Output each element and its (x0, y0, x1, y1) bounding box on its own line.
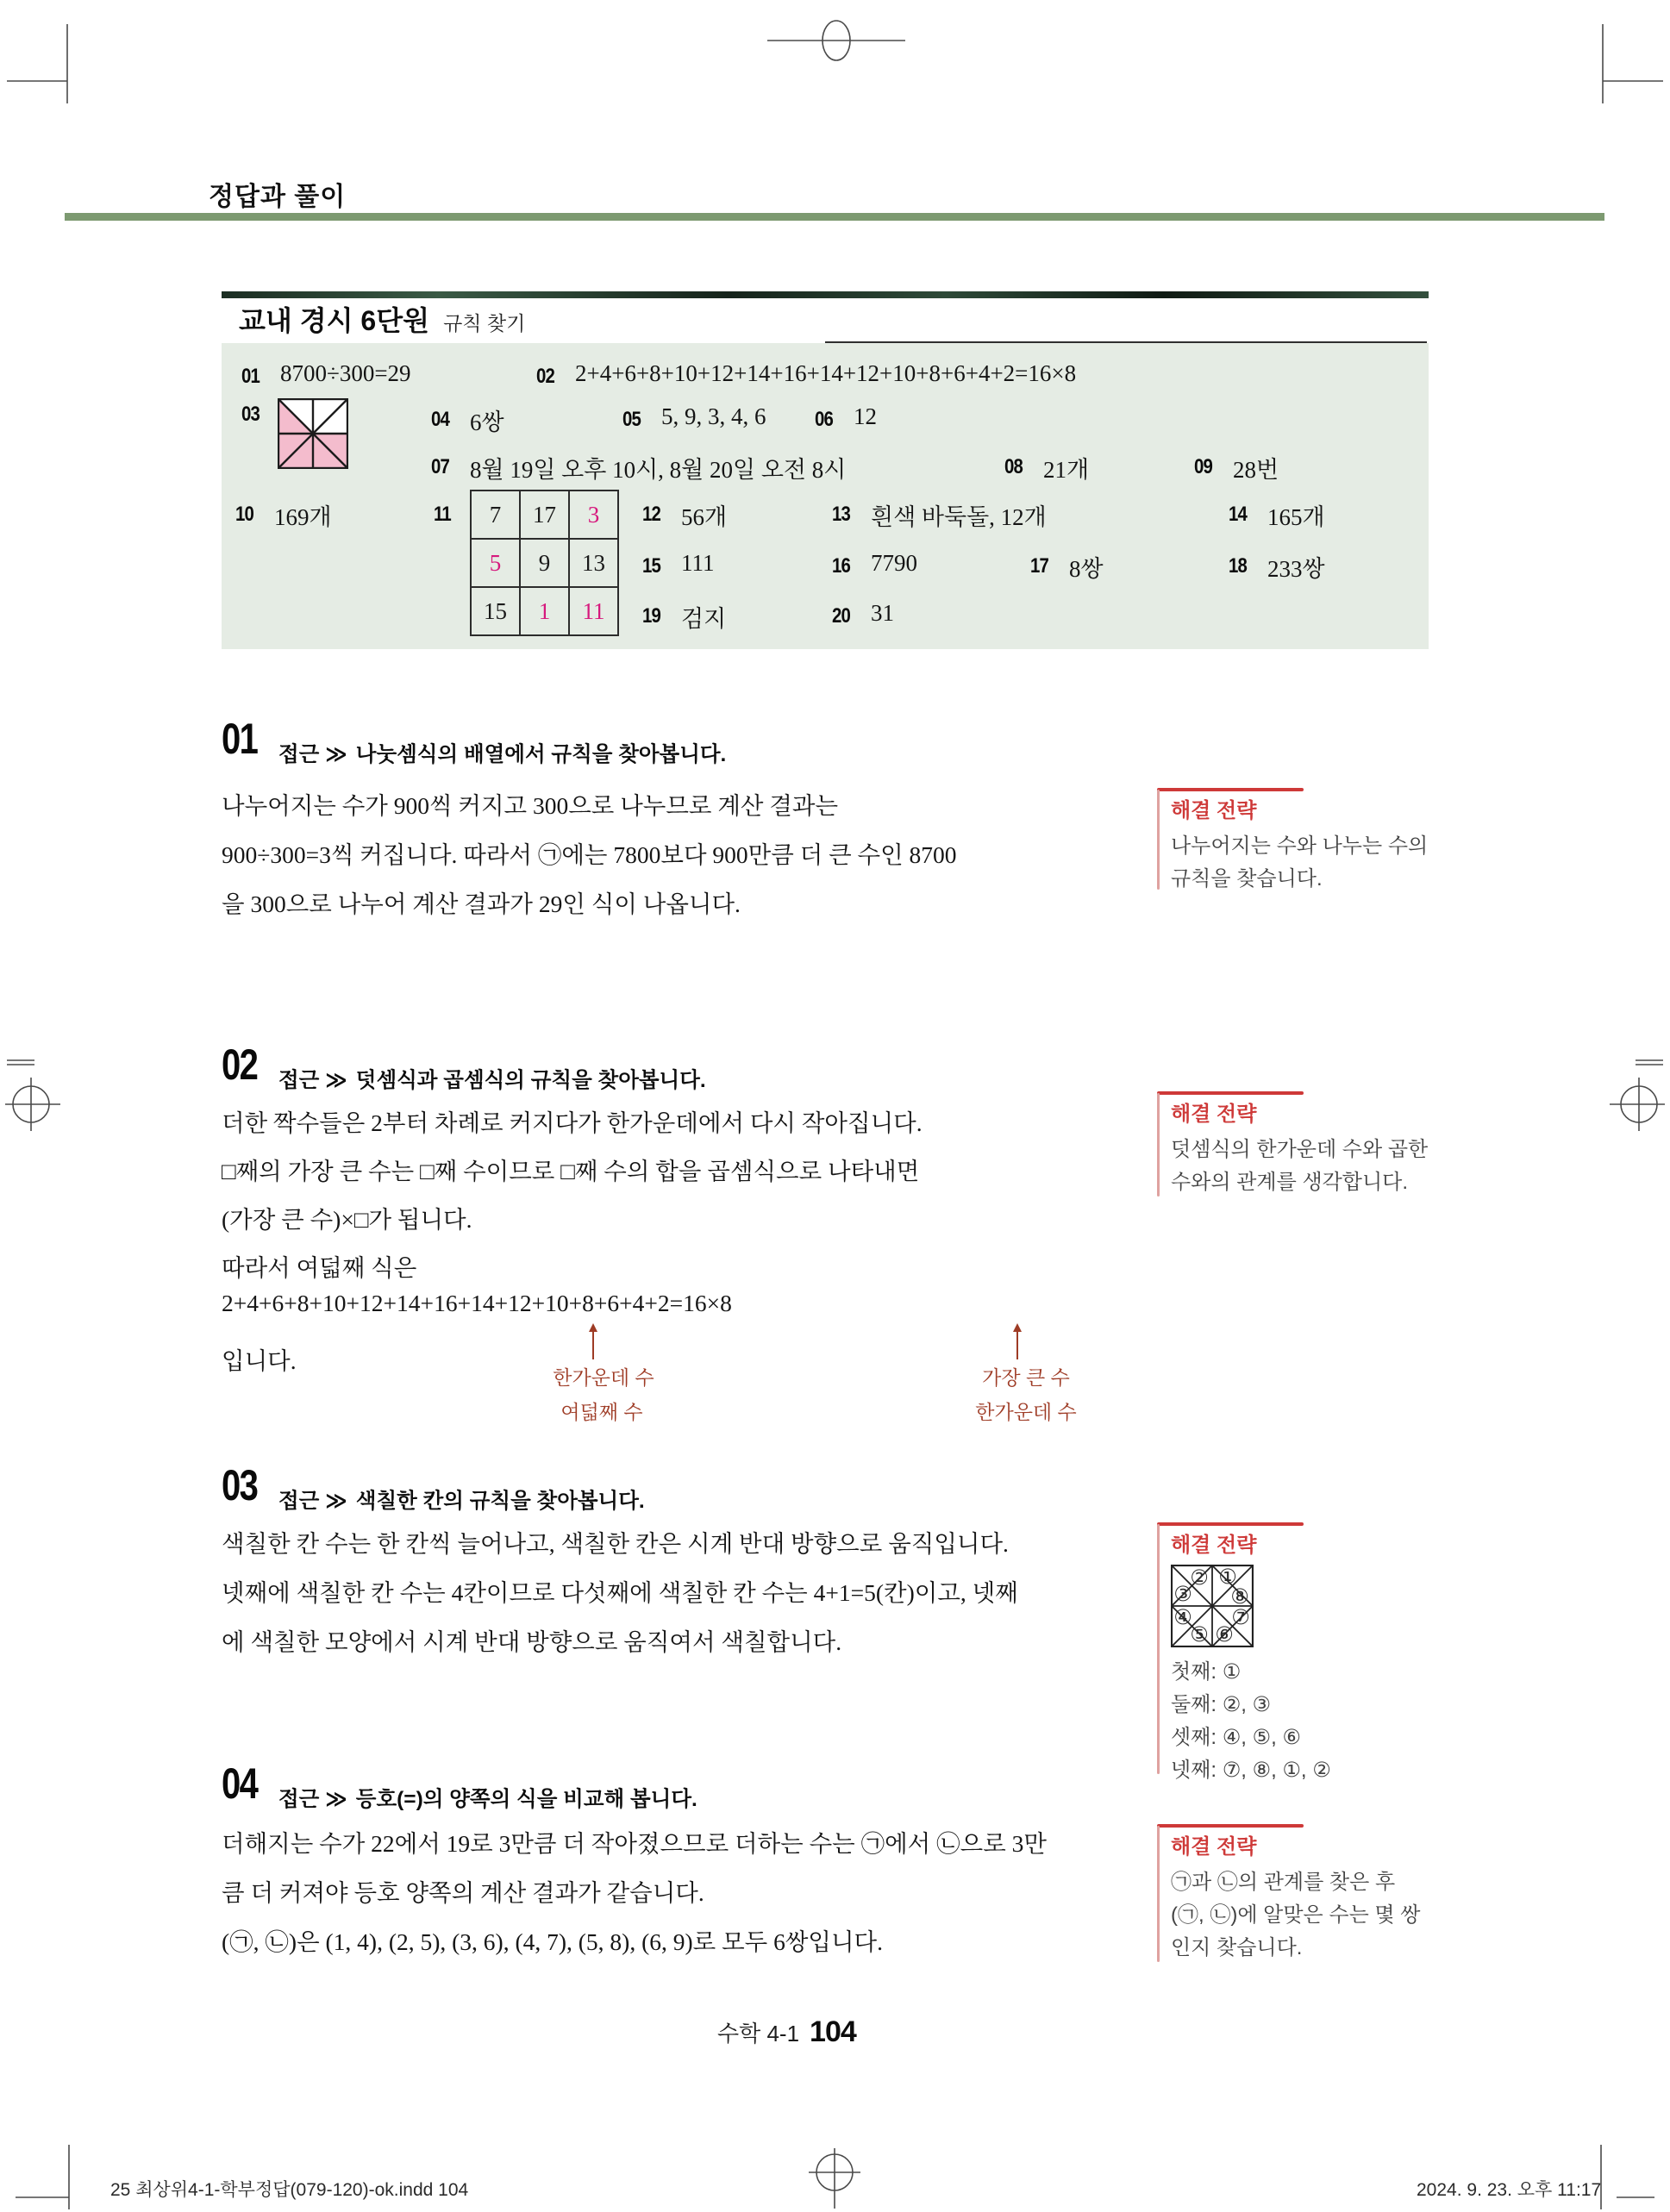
solution-line: 따라서 여덟째 식은 (222, 1254, 417, 1281)
diagram-number: ⑤ (1190, 1622, 1209, 1647)
solution-line: 에 색칠한 모양에서 시계 반대 방향으로 움직여서 색칠합니다. (222, 1628, 842, 1655)
strategy-box (1157, 1522, 1426, 1782)
answer-box-title-band (222, 298, 1429, 343)
strategy-line: 덧셈식의 한가운데 수와 곱한 (1171, 1138, 1429, 1161)
section-heading-text: 등호(=)의 양쪽의 식을 비교해 봅니다. (355, 1788, 697, 1811)
answer-no: 11 (434, 503, 451, 526)
answer-value: 8쌍 (1069, 556, 1104, 582)
solution-line: 더해지는 수가 22에서 19로 3만큼 더 작아졌으므로 더하는 수는 ㉠에서 ㉡으로 3만 (222, 1830, 1047, 1857)
strategy-line: ㉠과 ㉡의 관계를 찾은 후 (1171, 1871, 1396, 1894)
answer-no: 05 (622, 408, 641, 431)
strategy-box (1157, 1824, 1426, 1962)
solution-line: □째의 가장 큰 수는 □째 수이므로 □째 수의 합을 곱셈식으로 나타내면 (222, 1158, 920, 1184)
footer-page-number: 104 (810, 2015, 856, 2048)
section-heading (278, 738, 726, 768)
strategy-box (1157, 1091, 1429, 1197)
answer-03-figure (278, 398, 348, 469)
table-cell: 3 (569, 491, 618, 539)
solution-line: 색칠한 칸 수는 한 칸씩 늘어나고, 색칠한 칸은 시계 반대 방향으로 움직입니다. (222, 1530, 1009, 1557)
answer-value: 56개 (681, 504, 728, 530)
answer-value: 검지 (681, 606, 727, 632)
annotation-arrow (587, 1323, 599, 1359)
solution-line: (㉠, ㉡)은 (1, 4), (2, 5), (3, 6), (4, 7), (5, 8), (6, 9)로 모두 6쌍입니다. (222, 1928, 883, 1955)
approach-label: 접근 ≫ (278, 1069, 347, 1092)
answer-value: 흰색 바둑돌, 12개 (871, 504, 1047, 530)
solution-line: 큼 더 커져야 등호 양쪽의 계산 결과가 같습니다. (222, 1879, 704, 1906)
section-heading (278, 1064, 706, 1094)
title-rule (825, 341, 1427, 343)
answer-value: 7790 (871, 550, 917, 576)
diagram-number: ⑦ (1231, 1605, 1250, 1629)
print-file-info: 25 최상위4-1-학부정답(079-120)-ok.indd 104 (110, 2180, 469, 2200)
table-cell: 11 (569, 587, 618, 635)
diagram-number: ① (1218, 1565, 1237, 1589)
section-heading (278, 1783, 697, 1813)
answer-no: 16 (832, 554, 850, 578)
solution-line: 입니다. (222, 1347, 297, 1374)
table-cell: 5 (471, 539, 520, 587)
answer-value: 31 (871, 600, 894, 626)
annotation-text: 가장 큰 수 (982, 1366, 1070, 1389)
strategy-line: 규칙을 찾습니다. (1171, 867, 1323, 890)
strategy-line: 둘째: ②, ③ (1171, 1693, 1272, 1716)
table-cell: 17 (520, 491, 569, 539)
solution-line: 넷째에 색칠한 칸 수는 4칸이므로 다섯째에 색칠한 칸 수는 4+1=5(칸)이고, 넷째 (222, 1579, 1018, 1606)
answer-value: 233쌍 (1267, 556, 1325, 582)
answer-value: 12 (854, 403, 877, 429)
answer-value: 8700÷300=29 (280, 360, 411, 386)
answer-no: 08 (1004, 455, 1023, 478)
answer-no: 14 (1229, 503, 1247, 526)
strategy-line: 첫째: ① (1171, 1660, 1242, 1684)
answer-no: 06 (815, 408, 833, 431)
annotation-text: 여덟째 수 (560, 1401, 643, 1423)
strategy-line: (㉠, ㉡)에 알맞은 수는 몇 쌍 (1171, 1903, 1421, 1927)
answer-no: 03 (241, 403, 260, 426)
answer-no: 15 (642, 554, 660, 578)
answer-box-title: 교내 경시 6단원 (239, 305, 430, 336)
diagram-number: ② (1190, 1565, 1209, 1590)
answer-no: 18 (1229, 554, 1247, 578)
annotation-text: 한가운데 수 (975, 1401, 1077, 1423)
strategy-label: 해결 전략 (1171, 799, 1257, 822)
diagram-number: ④ (1173, 1605, 1192, 1629)
running-head: 정답과 풀이 (209, 183, 347, 211)
answer-no: 01 (241, 365, 260, 388)
solution-line: 을 300으로 나누어 계산 결과가 29인 식이 나옵니다. (222, 890, 741, 917)
strategy-label: 해결 전략 (1171, 1835, 1257, 1859)
section-heading-text: 색칠한 칸의 규칙을 찾아봅니다. (355, 1490, 645, 1513)
answer-no: 19 (642, 604, 660, 628)
strategy-diagram (1171, 1565, 1254, 1647)
section-heading-text: 덧셈식과 곱셈식의 규칙을 찾아봅니다. (355, 1069, 706, 1092)
answer-no: 13 (832, 503, 850, 526)
section-number: 03 (222, 1461, 258, 1509)
diagram-number: ③ (1173, 1582, 1192, 1606)
answer-no: 07 (431, 455, 449, 478)
section-number: 01 (222, 715, 258, 763)
answer-value: 21개 (1043, 457, 1090, 483)
strategy-line: 넷째: ⑦, ⑧, ①, ② (1171, 1759, 1331, 1782)
strategy-line: 나누어지는 수와 나누는 수의 (1171, 834, 1429, 858)
table-cell: 9 (520, 539, 569, 587)
annotation-arrow (1011, 1323, 1023, 1359)
table-cell: 13 (569, 539, 618, 587)
answer-11-table (470, 490, 619, 636)
answer-box-subtitle: 규칙 찾기 (443, 312, 526, 334)
answer-value: 169개 (274, 504, 332, 530)
answer-no: 12 (642, 503, 660, 526)
section-number: 02 (222, 1040, 258, 1089)
strategy-label: 해결 전략 (1171, 1534, 1257, 1557)
answer-value: 111 (681, 550, 715, 576)
approach-label: 접근 ≫ (278, 1788, 347, 1811)
footer-book-title: 수학 4-1 (717, 2021, 800, 2046)
answer-value: 5, 9, 3, 4, 6 (661, 403, 766, 429)
header-divider-bar (65, 213, 1604, 221)
answer-value: 2+4+6+8+10+12+14+16+14+12+10+8+6+4+2=16×8 (575, 360, 1077, 386)
table-cell: 7 (471, 491, 520, 539)
strategy-box (1157, 788, 1429, 890)
page-footer (717, 2015, 856, 2049)
answer-no: 09 (1194, 455, 1212, 478)
answer-no: 02 (536, 365, 554, 388)
solution-line: 더한 짝수들은 2부터 차례로 커지다가 한가운데에서 다시 작아집니다. (222, 1109, 923, 1136)
answer-no: 10 (235, 503, 253, 526)
section-number: 04 (222, 1759, 258, 1808)
strategy-line: 인지 찾습니다. (1171, 1936, 1303, 1959)
solution-line: (가장 큰 수)×□가 됩니다. (222, 1206, 472, 1233)
answer-value: 8월 19일 오후 10시, 8월 20일 오전 8시 (470, 457, 847, 483)
approach-label: 접근 ≫ (278, 743, 347, 766)
solution-line: 900÷300=3씩 커집니다. 따라서 ㉠에는 7800보다 900만큼 더 큰 수인 8700 (222, 841, 957, 868)
print-timestamp: 2024. 9. 23. 오후 11:17 (1417, 2180, 1602, 2200)
answer-value: 165개 (1267, 504, 1325, 530)
answer-no: 20 (832, 604, 850, 628)
table-cell: 1 (520, 587, 569, 635)
answer-box-top-border (222, 291, 1429, 298)
answer-summary-box (222, 291, 1429, 649)
diagram-number: ⑥ (1215, 1622, 1234, 1647)
diagram-number: ⑧ (1230, 1584, 1249, 1609)
answer-value: 28번 (1233, 457, 1279, 483)
strategy-line: 셋째: ④, ⑤, ⑥ (1171, 1726, 1301, 1749)
answer-no: 04 (431, 408, 449, 431)
strategy-label: 해결 전략 (1171, 1103, 1257, 1126)
table-cell: 15 (471, 587, 520, 635)
strategy-line: 수와의 관계를 생각합니다. (1171, 1171, 1409, 1194)
section-heading-text: 나눗셈식의 배열에서 규칙을 찾아봅니다. (355, 743, 727, 766)
annotation-text: 한가운데 수 (553, 1366, 654, 1389)
approach-label: 접근 ≫ (278, 1490, 347, 1513)
answer-no: 17 (1030, 554, 1048, 578)
section-heading (278, 1484, 645, 1515)
answer-value: 6쌍 (470, 409, 504, 435)
solution-line: 나누어지는 수가 900씩 커지고 300으로 나누므로 계산 결과는 (222, 792, 839, 819)
solution-equation: 2+4+6+8+10+12+14+16+14+12+10+8+6+4+2=16×8 (222, 1290, 732, 1316)
